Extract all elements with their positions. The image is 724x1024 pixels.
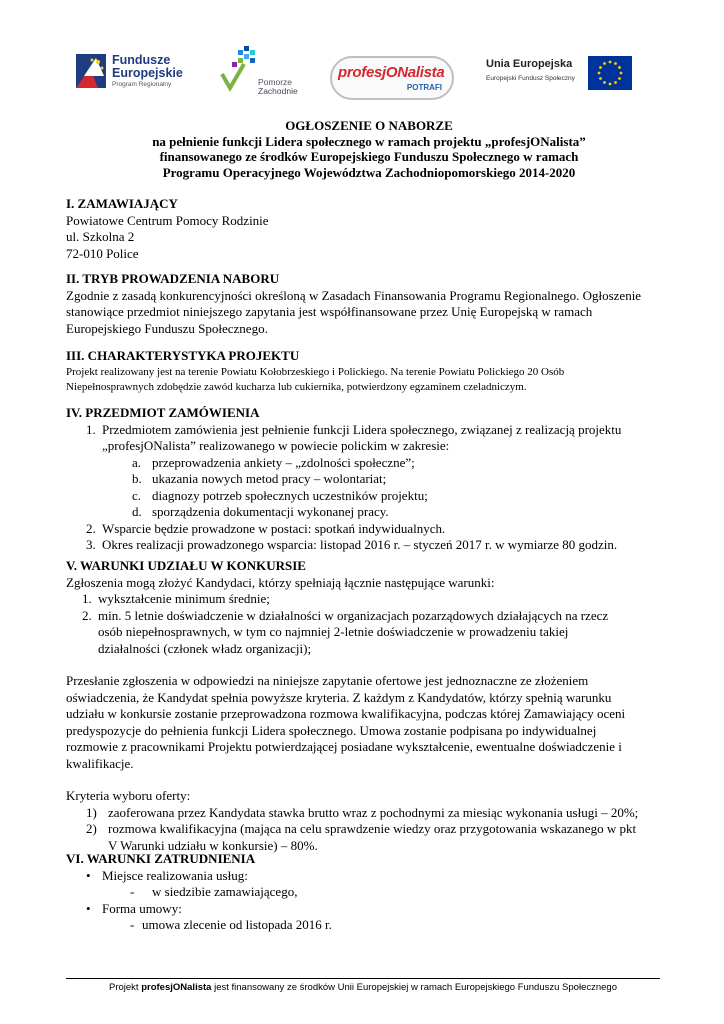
section-4 bbox=[66, 405, 672, 554]
s5-para-line5: rozmowie z pracownikami Projektu potwierdzającej posiadane wykształcenie, ewentualne doświadczenie i bbox=[66, 739, 622, 754]
s2-line3: Europejskiego Funduszu Społecznego. bbox=[66, 320, 268, 336]
s5-cond-1 bbox=[66, 591, 672, 608]
footer-post: jest finansowany ze środków Unii Europejskiej w ramach Europejskiego Funduszu Społecznego bbox=[211, 982, 617, 993]
s5-para-line2: oświadczenia, że Kandydat spełnia powyższe kryteria. Z każdym z Kandydatów, którzy spełnią warunku bbox=[66, 689, 612, 705]
s4-sub-b bbox=[66, 471, 672, 488]
s3-line2: Niepełnosprawnych zdobędzie zawód kucharza lub cukiernika, potwierdzony egzaminem czeladniczym. bbox=[66, 380, 527, 393]
pomorze-text bbox=[258, 78, 298, 96]
s6-bullet-2 bbox=[66, 901, 672, 918]
section-3-heading: III. CHARAKTERYSTYKA PROJEKTU bbox=[66, 348, 300, 363]
s6-bullet-1-sub-text: w siedzibie zamawiającego, bbox=[152, 884, 298, 899]
s4-sub-b-text: ukazania nowych metod pracy – wolontariat; bbox=[152, 471, 387, 486]
s5-cond-2-line1: min. 5 letnie doświadczenie w działalności w organizacjach pozarządowych działających na rzecz bbox=[98, 607, 609, 623]
s4-sub-a-letter: a. bbox=[132, 454, 142, 470]
s4-item-2-text: Wsparcie będzie prowadzone w postaci: spotkań indywidualnych. bbox=[102, 520, 446, 536]
s5-crit-1-num: 1) bbox=[86, 804, 97, 820]
s4-sub-a-text: przeprowadzenia ankiety – „zdolności społeczne”; bbox=[152, 454, 415, 470]
s5-crit-2-num: 2) bbox=[86, 821, 97, 836]
s1-line2: ul. Szkolna 2 bbox=[66, 229, 135, 244]
title-line2: finansowanego ze środków Europejskiego Funduszu Społecznego w ramach bbox=[159, 149, 579, 164]
s5-crit-2 bbox=[66, 821, 672, 854]
footer bbox=[66, 982, 660, 993]
s4-sub-d bbox=[66, 504, 672, 521]
bullet-icon: • bbox=[86, 900, 91, 916]
s6-bullet-2-text: Forma umowy: bbox=[102, 900, 182, 916]
s5-para-line4: predyspozycje do pełnienia funkcji Lidera społecznego. Umowa zostanie podpisana po indywidualnej bbox=[66, 722, 597, 738]
footer-bold: profesjONalista bbox=[141, 982, 212, 993]
section-6 bbox=[66, 851, 672, 934]
section-1 bbox=[66, 196, 672, 262]
s5-crit-1 bbox=[66, 805, 672, 822]
s6-bullet-1-sub bbox=[66, 884, 672, 901]
dash-icon: - bbox=[130, 917, 135, 932]
section-5-heading: V. WARUNKI UDZIAŁU W KONKURSIE bbox=[66, 558, 306, 573]
s5-cond-2-num: 2. bbox=[82, 607, 92, 623]
s5-criteria-title: Kryteria wyboru oferty: bbox=[66, 788, 191, 803]
s1-line1: Powiatowe Centrum Pomocy Rodzinie bbox=[66, 212, 269, 228]
s1-line3: 72-010 Police bbox=[66, 245, 139, 261]
s4-sub-c-text: diagnozy potrzeb społecznych uczestników projektu; bbox=[152, 487, 428, 503]
s5-cond-2-line2: osób niepełnosprawnych, w tym co najmniej 2-letnie doświadczenie w prowadzeniu takiej bbox=[98, 624, 569, 639]
ue-title: Unia Europejska bbox=[486, 58, 573, 70]
footer-divider bbox=[66, 978, 660, 979]
pomorze-line1: Pomorze bbox=[258, 77, 293, 87]
s5-cond-1-num: 1. bbox=[82, 591, 92, 606]
fe-title: Fundusze Europejskie bbox=[112, 53, 183, 80]
s5-crit-2-line1: rozmowa kwalifikacyjna (mająca na celu sprawdzenie wiedzy oraz przygotowania wskazanego w pkt bbox=[108, 821, 637, 836]
eu-flag-icon bbox=[588, 56, 632, 90]
document-body bbox=[66, 118, 672, 180]
s3-line1: Projekt realizowany jest na terenie Powiatu Kołobrzeskiego i Polickiego. Na terenie Powiatu Polickiego 20 Osób bbox=[66, 365, 565, 378]
section-3 bbox=[66, 348, 672, 395]
s4-item-1-line1: Przedmiotem zamówienia jest pełnienie funkcji Lidera społecznego, związanej z realizacją projektu bbox=[102, 421, 622, 437]
title-line3: Programu Operacyjnego Województwa Zachodniopomorskiego 2014-2020 bbox=[162, 164, 576, 180]
profesjonalista-text: profesjONalista bbox=[338, 64, 445, 81]
title-heading: OGŁOSZENIE O NABORZE bbox=[285, 118, 453, 133]
pomorze-line2: Zachodnie bbox=[258, 86, 298, 96]
s5-cond-2-line3: działalności (członek władz organizacji); bbox=[98, 640, 312, 656]
s4-item-1-line2: „profesjONalista” realizowanego w powiecie polickim w zakresie: bbox=[102, 438, 450, 453]
s6-bullet-2-sub bbox=[66, 917, 672, 934]
s2-line1: Zgodnie z zasadą konkurencyjności określoną w Zasadach Finansowania Programu Regionalnego. Ogłoszenie bbox=[66, 287, 642, 303]
section-4-heading: IV. PRZEDMIOT ZAMÓWIENIA bbox=[66, 405, 260, 420]
fe-flag-icon bbox=[76, 54, 106, 88]
s5-cond-2 bbox=[66, 608, 672, 658]
s5-cond-1-text: wykształcenie minimum średnie; bbox=[98, 591, 270, 606]
title-line1: na pełnienie funkcji Lidera społecznego w ramach projektu „profesjONalista” bbox=[152, 133, 586, 149]
dash-icon: - bbox=[130, 884, 135, 899]
s2-line2: stanowiące przedmiot niniejszego zapytania jest współfinansowane przez Unię Europejską w ramach bbox=[66, 304, 593, 319]
fe-subtitle: Program Regionalny bbox=[112, 81, 172, 88]
s4-sub-d-letter: d. bbox=[132, 504, 142, 519]
s4-item-3-num: 3. bbox=[86, 537, 96, 552]
s4-sub-a bbox=[66, 455, 672, 472]
bullet-icon: • bbox=[86, 867, 91, 883]
s5-crit-2-line2: V Warunki udziału w konkursie) – 80%. bbox=[108, 837, 318, 853]
s4-sub-c-letter: c. bbox=[132, 487, 142, 503]
section-2-heading: II. TRYB PROWADZENIA NABORU bbox=[66, 271, 280, 286]
profesjonalista-logo bbox=[330, 56, 454, 100]
s4-item-3 bbox=[66, 537, 672, 554]
pomorze-zachodnie-logo bbox=[218, 44, 308, 102]
s5-para-line1: Przesłanie zgłoszenia w odpowiedzi na niniejsze zapytanie ofertowe jest jednoznaczne ze złożeniem bbox=[66, 673, 589, 688]
s4-item-2 bbox=[66, 521, 672, 538]
s6-bullet-1-text: Miejsce realizowania usług: bbox=[102, 867, 248, 883]
section-1-heading: I. ZAMAWIAJĄCY bbox=[66, 196, 178, 211]
s5-intro: Zgłoszenia mogą złożyć Kandydaci, którzy spełniają łącznie następujące warunki: bbox=[66, 574, 495, 590]
s4-sub-b-letter: b. bbox=[132, 471, 142, 486]
section-6-heading: VI. WARUNKI ZATRUDNIENIA bbox=[66, 851, 256, 866]
s4-item-1 bbox=[66, 422, 672, 455]
s6-bullet-1 bbox=[66, 868, 672, 885]
unia-europejska-logo bbox=[486, 56, 636, 92]
s6-bullet-2-sub-text: umowa zlecenie od listopada 2016 r. bbox=[142, 917, 332, 932]
fundusze-europejskie-logo bbox=[76, 52, 186, 92]
section-2 bbox=[66, 271, 672, 337]
section-5 bbox=[66, 558, 672, 854]
s4-item-3-text: Okres realizacji prowadzonego wsparcia: listopad 2016 r. – styczeń 2017 r. w wymiarze 80 godzin. bbox=[102, 537, 618, 552]
s4-sub-d-text: sporządzenia dokumentacji wykonanej pracy. bbox=[152, 504, 389, 519]
ue-subtitle: Europejski Fundusz Społeczny bbox=[486, 75, 575, 82]
s4-item-2-num: 2. bbox=[86, 520, 96, 536]
s4-item-1-num: 1. bbox=[86, 421, 96, 437]
potrafi-text: POTRAFI bbox=[406, 83, 442, 92]
s5-para-line6: kwalifikacje. bbox=[66, 755, 134, 771]
s5-crit-1-text: zaoferowana przez Kandydata stawka brutto wraz z pochodnymi za miesiąc wykonania usługi – 20%; bbox=[108, 804, 639, 820]
s5-para-line3: udziału w konkursie zostanie przeprowadzona rozmowa kwalifikacyjna, podczas której Zamawiający oceni bbox=[66, 706, 626, 721]
logo-bar bbox=[0, 40, 724, 112]
s4-sub-c bbox=[66, 488, 672, 505]
footer-pre: Projekt bbox=[109, 982, 142, 993]
title-block bbox=[66, 118, 672, 180]
